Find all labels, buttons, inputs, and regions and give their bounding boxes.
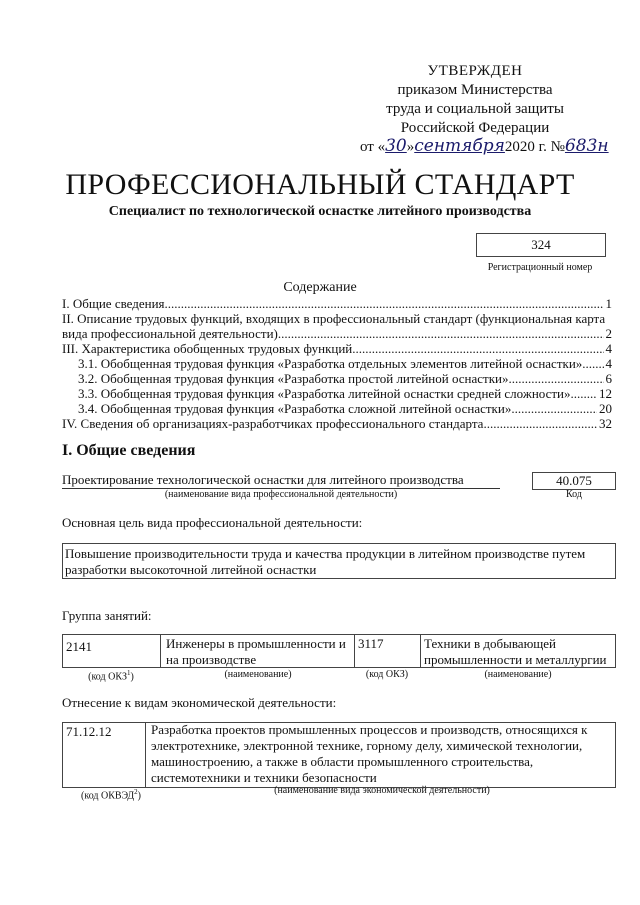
group-label: Группа занятий: xyxy=(62,608,152,623)
table-of-contents xyxy=(62,296,612,431)
approval-line-federation: Российской Федерации xyxy=(400,120,550,136)
caption-okved-code: (код ОКВЭД$^2$) xyxy=(81,788,141,802)
caption-okz-name-2: (наименование) xyxy=(484,669,552,680)
caption-okz-code-2: (код ОКЗ) xyxy=(365,669,409,680)
code-caption: Код xyxy=(566,489,582,500)
okved-name: Разработка проектов промышленных процессов и производств, относящихся к электротехнике, электронной технике, горному делу, химической технологии, машиностроению, а также в области промышленного строительства, системотехники и техники безопасности xyxy=(151,722,588,785)
toc-item[interactable]: IV. Сведения об организациях-разработчиках профессионального стандарта ..... 32 xyxy=(62,416,612,431)
toc-item[interactable]: II. Описание трудовых функций, входящих в профессиональный стандарт (функциональная карта xyxy=(62,311,606,326)
registration-number-label: Регистрационный номер xyxy=(487,262,593,273)
goal-line: Повышение производительности труда и качества продукции в литейном производстве путем xyxy=(65,546,586,561)
approval-block xyxy=(340,62,610,138)
toc-item[interactable]: вида профессиональной деятельности) ..... 2 xyxy=(62,326,612,341)
approval-date-line xyxy=(360,136,620,156)
table-divider xyxy=(145,722,146,788)
activity-code-box: 40.075 xyxy=(532,472,616,490)
toc-item[interactable]: 3.2. Обобщенная трудовая функция «Разработка простой литейной оснастки» ..... 6 xyxy=(62,371,612,386)
activity-name: Проектирование технологической оснастки для литейного производства xyxy=(62,472,500,489)
econ-label: Отнесение к видам экономической деятельности: xyxy=(62,695,337,710)
handwritten-number: 683н xyxy=(564,136,609,156)
approval-heading: УТВЕРЖДЕН xyxy=(427,63,523,79)
registration-number-box: 324 xyxy=(476,233,606,257)
toc-item[interactable]: I. Общие сведения ..... 1 xyxy=(62,296,612,311)
toc-item[interactable]: 3.1. Обобщенная трудовая функция «Разработка отдельных элементов литейной оснастки» ..... 4 xyxy=(62,356,612,371)
okz-name-2: Техники в добывающей промышленности и металлургии xyxy=(424,636,607,667)
toc-title: Содержание xyxy=(283,280,357,295)
table-divider xyxy=(160,634,161,668)
section-heading: I. Общие сведения xyxy=(62,442,196,459)
caption-okved-name: (наименование вида экономической деятельности) xyxy=(274,785,490,796)
caption-okz-code-1: (код ОКЗ$^1$) xyxy=(88,669,134,683)
goal-line: разработки высокоточной литейной оснастки xyxy=(65,562,317,577)
caption-okz-name-1: (наименование) xyxy=(224,669,292,680)
goal-box xyxy=(62,543,616,579)
date-year: 2020 г. № xyxy=(504,139,565,155)
toc-item[interactable]: III. Характеристика обобщенных трудовых функций ..... 4 xyxy=(62,341,612,356)
document-subtitle: Специалист по технологической оснастке литейного производства xyxy=(108,204,532,219)
okz-code-2: 3117 xyxy=(358,636,384,651)
toc-item[interactable]: 3.4. Обобщенная трудовая функция «Разработка сложной литейной оснастки» ..... 20 xyxy=(62,401,612,416)
okz-name-1: Инженеры в промышленности и на производстве xyxy=(166,636,346,667)
goal-label: Основная цель вида профессиональной деятельности: xyxy=(62,515,363,530)
okved-code: 71.12.12 xyxy=(66,724,112,739)
date-prefix: от « xyxy=(360,139,386,155)
toc-item[interactable]: 3.3. Обобщенная трудовая функция «Разработка литейной оснастки средней сложности» ..... 12 xyxy=(62,386,612,401)
handwritten-day: 30 xyxy=(385,136,407,156)
handwritten-month: сентября xyxy=(414,136,505,156)
document-title: ПРОФЕССИОНАЛЬНЫЙ СТАНДАРТ xyxy=(65,168,575,201)
okz-code-1: 2141 xyxy=(66,639,92,654)
approval-line-ministry: приказом Министерства xyxy=(397,82,553,98)
date-mid: » xyxy=(406,139,415,155)
approval-line-labor: труда и социальной защиты xyxy=(386,101,564,117)
activity-caption: (наименование вида профессиональной деятельности) xyxy=(164,489,398,500)
